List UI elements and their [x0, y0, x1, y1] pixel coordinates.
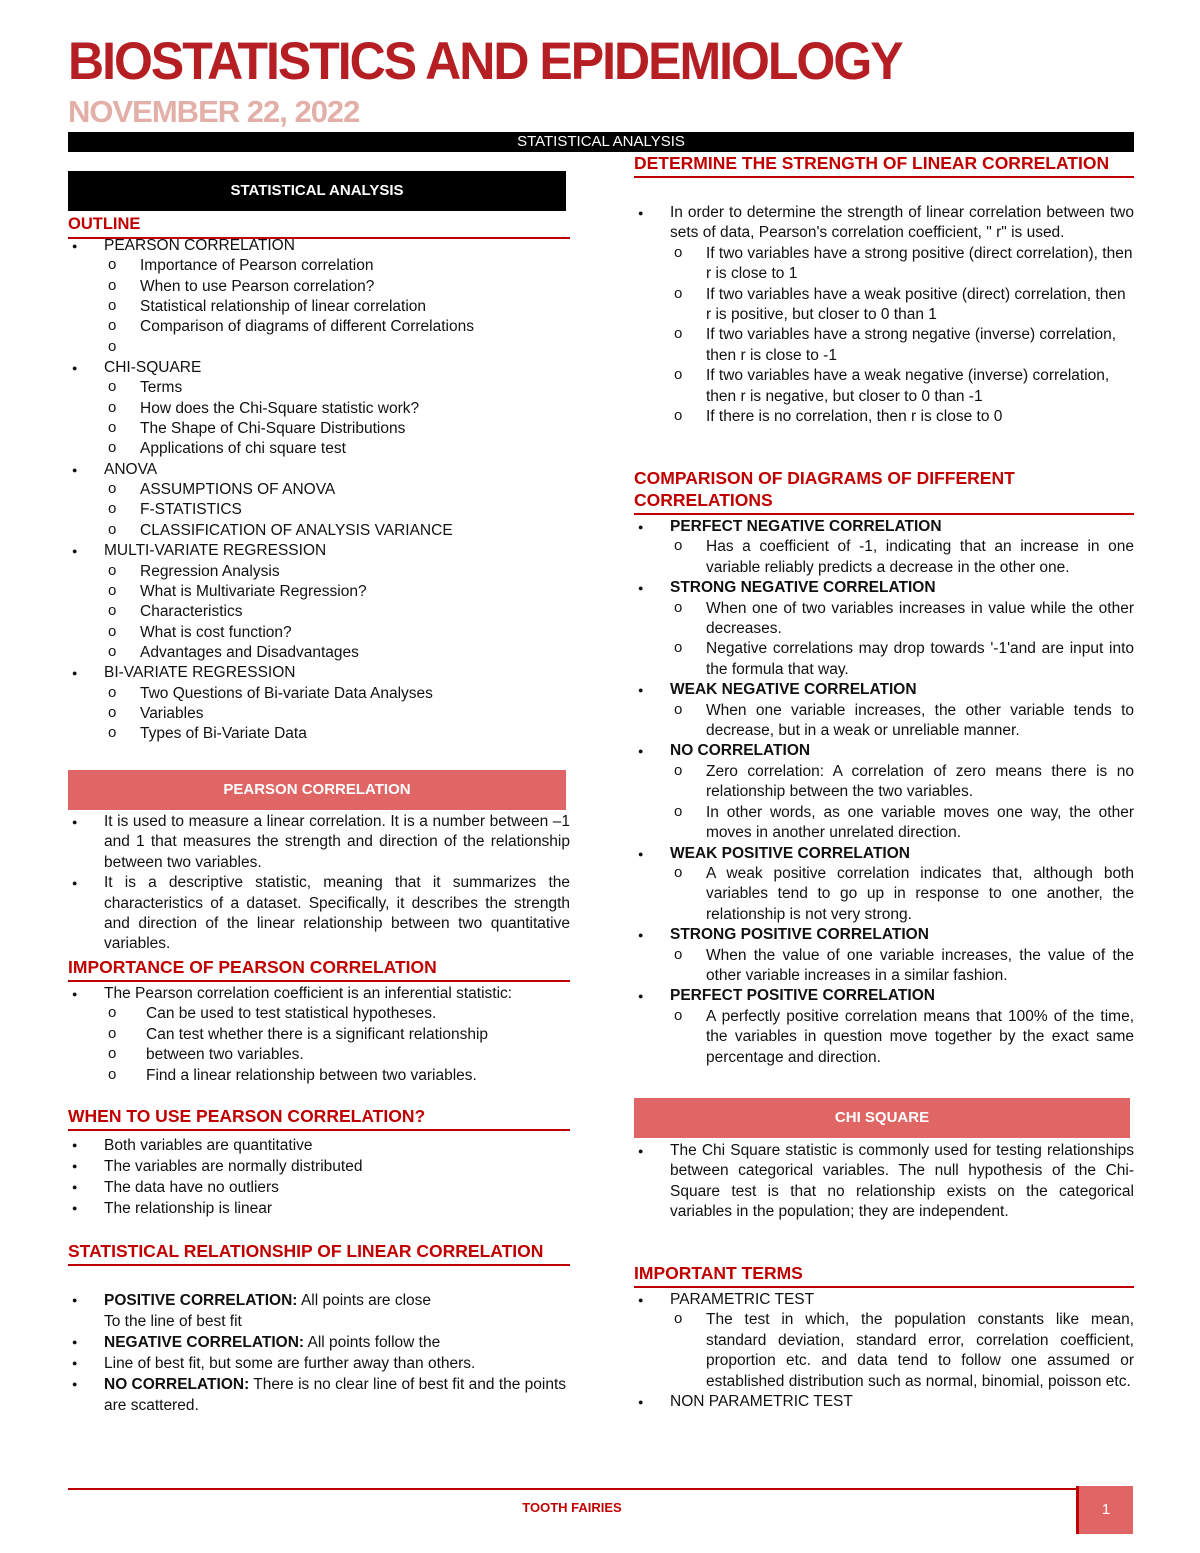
outline-item: ● PEARSON CORRELATION — [68, 236, 570, 256]
list-item: ● NON PARAMETRIC TEST — [634, 1392, 1134, 1412]
outline-item — [68, 338, 570, 358]
comparison-label: ● NO CORRELATION — [634, 741, 1134, 761]
outline-item: o Importance of Pearson correlation — [68, 256, 570, 276]
list-item: ● Line of best fit, but some are further away than others. — [68, 1353, 570, 1374]
terms-list — [634, 1290, 1134, 1412]
comparison-label: ● WEAK NEGATIVE CORRELATION — [634, 680, 1134, 700]
chi-square-box: CHI SQUARE — [634, 1098, 1130, 1138]
comparison-detail: o A perfectly positive correlation means that 100% of the time, the variables in question move together by the exact same percentage and direction. — [634, 1007, 1134, 1068]
statistical-analysis-box: STATISTICAL ANALYSIS — [68, 171, 566, 211]
comparison-detail: o Zero correlation: A correlation of zero means there is no relationship between the two variables. — [634, 762, 1134, 803]
comparison-detail: o A weak positive correlation indicates that, although both variables tend to go up in response to one another, the relationship is not very strong. — [634, 864, 1134, 925]
section-bar: STATISTICAL ANALYSIS — [68, 132, 1134, 152]
list-item: o If there is no correlation, then r is close to 0 — [634, 407, 1134, 427]
page-number: 1 — [1076, 1486, 1133, 1534]
comparison-heading: COMPARISON OF DIAGRAMS OF DIFFERENT CORRELATIONS — [634, 467, 1134, 515]
comparison-detail: o Has a coefficient of -1, indicating that an increase in one variable reliably predicts a decrease in the other one. — [634, 537, 1134, 578]
no-corr-text: There is no clear line of best fit and the points are scattered. — [104, 1376, 567, 1414]
list-item: ● The data have no outliers — [68, 1177, 570, 1198]
list-item: ● The Pearson correlation coefficient is an inferential statistic: — [68, 984, 570, 1004]
strength-heading: DETERMINE THE STRENGTH OF LINEAR CORRELATION — [634, 152, 1134, 178]
comparison-detail: o When one of two variables increases in value while the other decreases. — [634, 599, 1134, 640]
list-item: o Find a linear relationship between two variables. — [68, 1066, 570, 1086]
list-item: ● Both variables are quantitative — [68, 1135, 570, 1156]
list-item: o If two variables have a weak positive (direct) correlation, then r is positive, but closer to 0 than 1 — [634, 285, 1134, 326]
strength-list — [634, 203, 1134, 427]
outline-item: ● CHI-SQUARE — [68, 358, 570, 378]
outline-item: o Terms — [68, 378, 570, 398]
positive-cont: To the line of best fit — [104, 1313, 242, 1330]
outline-item: o Types of Bi-Variate Data — [68, 724, 570, 744]
stat-rel-list — [68, 1290, 570, 1416]
outline-item: o F-STATISTICS — [68, 500, 570, 520]
list-item: o If two variables have a strong negative (inverse) correlation, then r is close to -1 — [634, 325, 1134, 366]
outline-item: o Applications of chi square test — [68, 439, 570, 459]
comparison-label: ● WEAK POSITIVE CORRELATION — [634, 844, 1134, 864]
outline-item: o Characteristics — [68, 602, 570, 622]
outline-item: o What is Multivariate Regression? — [68, 582, 570, 602]
outline-item: ● BI-VARIATE REGRESSION — [68, 663, 570, 683]
comparison-label: ● PERFECT NEGATIVE CORRELATION — [634, 517, 1134, 537]
comparison-list — [634, 517, 1134, 1068]
list-item: o Can be used to test statistical hypotheses. — [68, 1004, 570, 1024]
list-item — [68, 1332, 570, 1353]
outline-list — [68, 236, 570, 745]
outline-item: o Variables — [68, 704, 570, 724]
list-item: o Can test whether there is a significant relationship — [68, 1025, 570, 1045]
outline-item: o What is cost function? — [68, 623, 570, 643]
list-item — [68, 1374, 570, 1416]
comparison-label: ● PERFECT POSITIVE CORRELATION — [634, 986, 1134, 1006]
importance-heading: IMPORTANCE OF PEARSON CORRELATION — [68, 956, 570, 982]
outline-item: o Advantages and Disadvantages — [68, 643, 570, 663]
outline-item: o Statistical relationship of linear correlation — [68, 297, 570, 317]
comparison-detail: o Negative correlations may drop towards '-1'and are input into the formula that way. — [634, 639, 1134, 680]
pearson-bullets — [68, 812, 570, 955]
importance-list — [68, 984, 570, 1086]
comparison-label: ● STRONG NEGATIVE CORRELATION — [634, 578, 1134, 598]
document-title: BIOSTATISTICS AND EPIDEMIOLOGY — [68, 31, 902, 91]
outline-item: o Regression Analysis — [68, 562, 570, 582]
list-item: o The test in which, the population constants like mean, standard deviation, standard error, correlation coefficient, proportion etc. and data tend to follow one assumed or established distribution such as normal, binomial, poisson etc. — [634, 1310, 1134, 1392]
document-date: NOVEMBER 22, 2022 — [68, 94, 360, 129]
when-heading: WHEN TO USE PEARSON CORRELATION? — [68, 1105, 570, 1131]
when-list — [68, 1135, 570, 1219]
outline-heading: OUTLINE — [68, 213, 570, 239]
footer-text: TOOTH FAIRIES — [522, 1500, 622, 1515]
outline-item: o How does the Chi-Square statistic work? — [68, 399, 570, 419]
pearson-correlation-box: PEARSON CORRELATION — [68, 770, 566, 810]
list-item — [68, 1290, 570, 1332]
list-item: ● The Chi Square statistic is commonly used for testing relationships between categorical variables. The null hypothesis of the Chi-Square test is that no relationship exists on the categorical variables in the population; they are independent. — [634, 1141, 1134, 1223]
positive-label: POSITIVE CORRELATION: — [104, 1292, 298, 1309]
outline-item: o The Shape of Chi-Square Distributions — [68, 419, 570, 439]
negative-label: NEGATIVE CORRELATION: — [104, 1334, 305, 1351]
outline-item: ● ANOVA — [68, 460, 570, 480]
list-item: o If two variables have a weak negative (inverse) correlation, then r is negative, but closer to 0 than -1 — [634, 366, 1134, 407]
list-item: ● It is a descriptive statistic, meaning that it summarizes the characteristics of a dataset. Specifically, it describes the strength and direction of the linear relationship between two quantitative variables. — [68, 873, 570, 955]
chi-list — [634, 1141, 1134, 1223]
outline-item: ● MULTI-VARIATE REGRESSION — [68, 541, 570, 561]
list-item: ● The relationship is linear — [68, 1198, 570, 1219]
list-item: ● The variables are normally distributed — [68, 1156, 570, 1177]
comparison-detail: o When the value of one variable increases, the value of the other variable increases in a similar fashion. — [634, 946, 1134, 987]
comparison-label: ● STRONG POSITIVE CORRELATION — [634, 925, 1134, 945]
list-item: o between two variables. — [68, 1045, 570, 1065]
outline-item: o When to use Pearson correlation? — [68, 277, 570, 297]
outline-item: o CLASSIFICATION OF ANALYSIS VARIANCE — [68, 521, 570, 541]
outline-item: o Comparison of diagrams of different Correlations — [68, 317, 570, 337]
outline-item: o ASSUMPTIONS OF ANOVA — [68, 480, 570, 500]
positive-text: All points are close — [300, 1292, 432, 1309]
list-item: ● In order to determine the strength of linear correlation between two sets of data, Pearson's correlation coefficient, " r" is used. — [634, 203, 1134, 244]
footer-rule — [68, 1488, 1076, 1490]
stat-rel-heading: STATISTICAL RELATIONSHIP OF LINEAR CORRELATION — [68, 1240, 570, 1266]
no-corr-label: NO CORRELATION: — [104, 1376, 250, 1393]
list-item: ● PARAMETRIC TEST — [634, 1290, 1134, 1310]
comparison-detail: o In other words, as one variable moves one way, the other moves in another unrelated direction. — [634, 803, 1134, 844]
terms-heading: IMPORTANT TERMS — [634, 1262, 1134, 1288]
comparison-detail: o When one variable increases, the other variable tends to decrease, but in a weak or unreliable manner. — [634, 701, 1134, 742]
outline-item: o Two Questions of Bi-variate Data Analyses — [68, 684, 570, 704]
list-item: o If two variables have a strong positive (direct correlation), then r is close to 1 — [634, 244, 1134, 285]
negative-text: All points follow the — [307, 1334, 441, 1351]
list-item: ● It is used to measure a linear correlation. It is a number between –1 and 1 that measures the strength and direction of the relationship between two variables. — [68, 812, 570, 873]
